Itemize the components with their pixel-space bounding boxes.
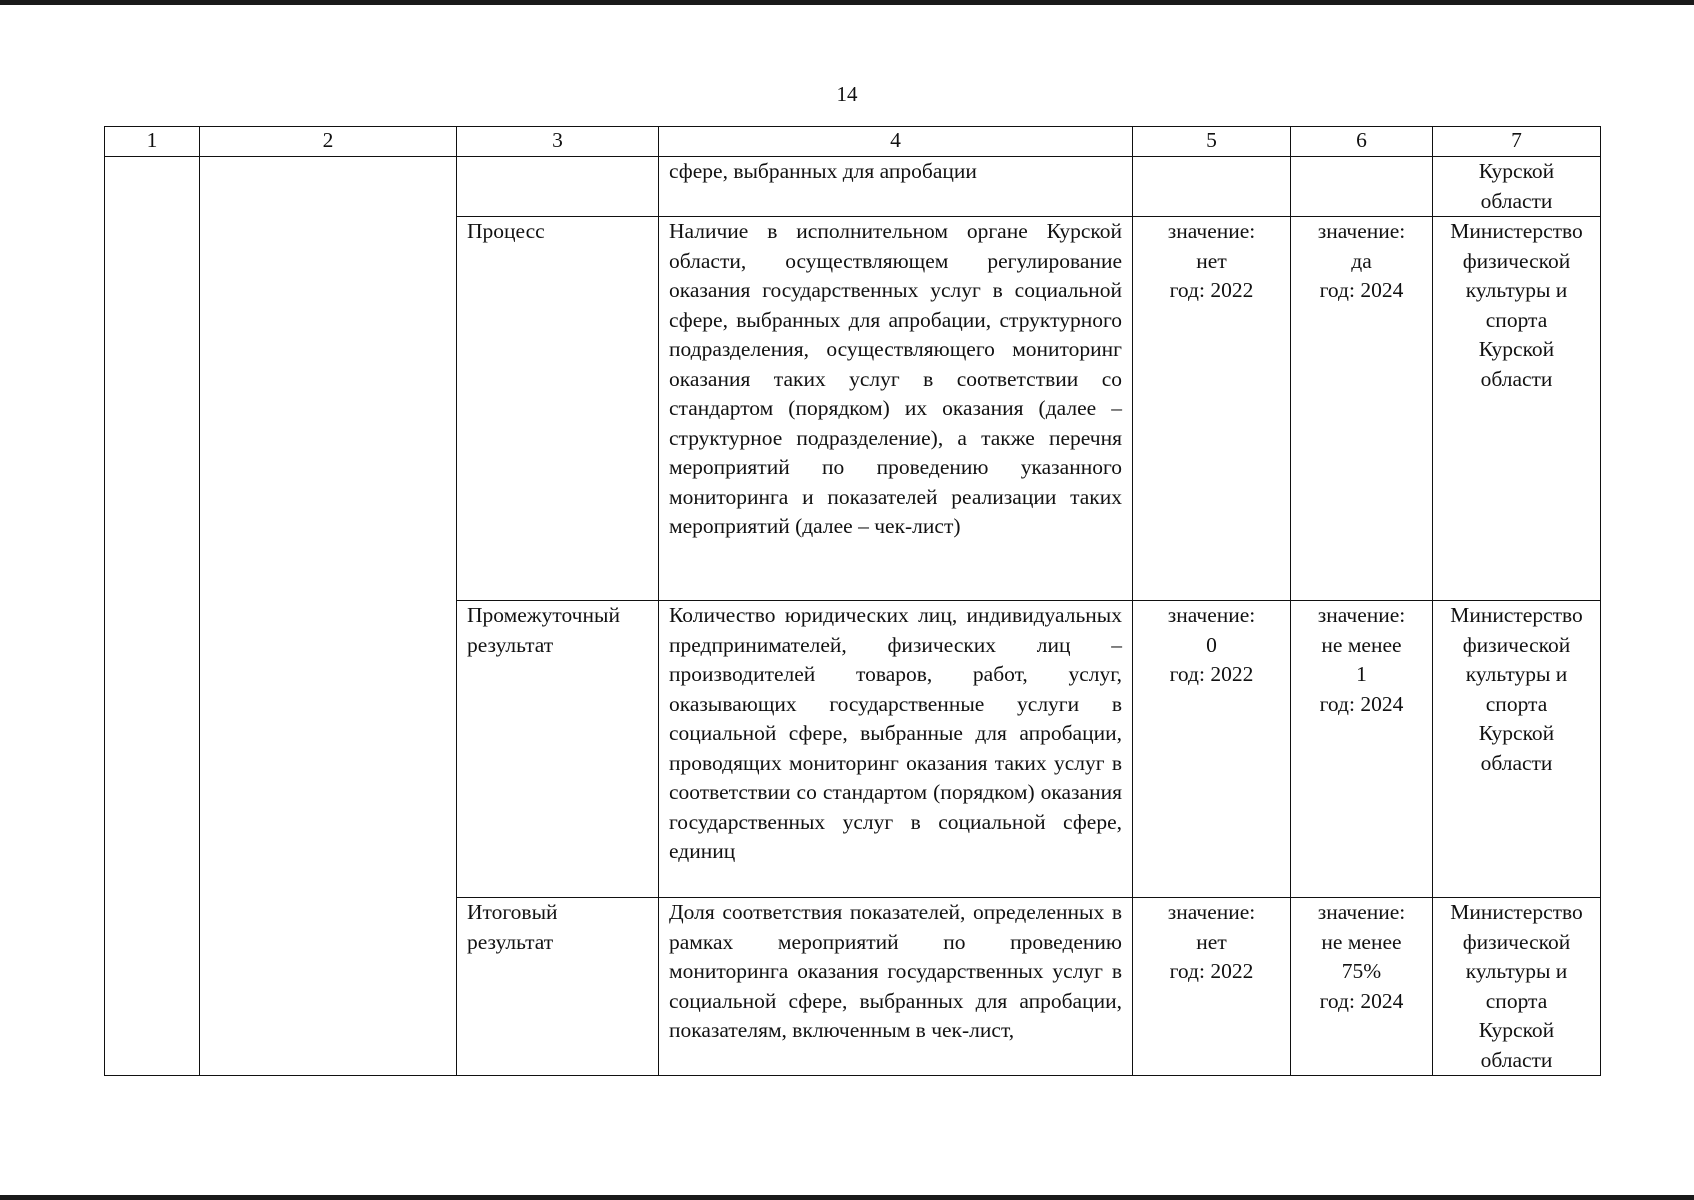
table-row	[105, 157, 1601, 217]
cell-base-value	[1133, 157, 1291, 217]
scan-top-edge	[0, 0, 1694, 5]
column-header-2: 2	[200, 127, 457, 157]
table-header-row	[105, 127, 1601, 157]
target-value-line: год: 2024	[1319, 691, 1404, 716]
cell-stage	[457, 157, 659, 217]
responsible-line: области	[1480, 188, 1553, 213]
column-header-4: 4	[659, 127, 1133, 157]
cell-indicator: Наличие в исполнительном органе Курской области, осуществляющем регулирование оказания государственных услуг в социальной сфере, выбранных для апробации, структурного подразделения, осуществляющего мониторинг оказания таких услуг в соответствии со стандартом (порядком) их оказания (далее – структурное подразделение), а также перечня мероприятий по проведению указанного мониторинга и показателей реализации таких мероприятий (далее – чек-лист)	[659, 217, 1133, 601]
column-header-1: 1	[105, 127, 200, 157]
responsible-line: культуры и	[1465, 662, 1568, 686]
responsible-line: Курской	[1478, 159, 1555, 183]
target-value-line: значение:	[1317, 219, 1406, 243]
responsible-line: Министерство	[1450, 219, 1583, 243]
stage-line: результат	[467, 929, 554, 954]
scan-bottom-edge	[0, 1195, 1694, 1200]
responsible-line: области	[1480, 1047, 1553, 1072]
target-value-line: год: 2024	[1319, 988, 1404, 1013]
target-value-line: не менее	[1321, 929, 1402, 954]
cell-indicator: Количество юридических лиц, индивидуальных предпринимателей, физических лиц – производителей товаров, работ, услуг, оказывающих государственные услуги в социальной сфере, выбранные для апробации, проводящих мониторинг оказания таких услуг в соответствии со стандартом (порядком) оказания государственных услуг в социальной сфере, единиц	[659, 601, 1133, 898]
target-value-line: 1	[1356, 662, 1367, 686]
stage-line: Итоговый	[467, 900, 558, 924]
page-number: 14	[836, 82, 858, 106]
responsible-line: культуры и	[1465, 278, 1568, 302]
cell-indicator: сфере, выбранных для апробации	[659, 157, 1133, 217]
column-header-3: 3	[457, 127, 659, 157]
cell-stage	[457, 601, 659, 898]
responsible-line: области	[1480, 366, 1553, 391]
target-value-line: 75%	[1341, 959, 1382, 983]
cell-stage: Процесс	[457, 217, 659, 601]
target-value-line: значение:	[1317, 900, 1406, 924]
cell-target-value	[1291, 898, 1433, 1076]
base-value-line: год: 2022	[1169, 959, 1254, 983]
cell-responsible	[1433, 898, 1601, 1076]
responsible-line: Курской	[1478, 721, 1555, 745]
cell-col2-empty	[200, 157, 457, 1076]
target-value-line: значение:	[1317, 603, 1406, 627]
column-header-7: 7	[1433, 127, 1601, 157]
base-value-line: год: 2022	[1169, 662, 1254, 686]
cell-base-value	[1133, 601, 1291, 898]
data-table	[104, 126, 1601, 1076]
base-value-line: значение:	[1167, 603, 1256, 627]
responsible-line: спорта	[1485, 691, 1548, 716]
cell-col1-empty	[105, 157, 200, 1076]
column-header-6: 6	[1291, 127, 1433, 157]
target-value-line: год: 2024	[1319, 278, 1404, 302]
target-value-line: не менее	[1321, 632, 1402, 657]
responsible-line: Министерство	[1450, 900, 1583, 924]
responsible-line: Министерство	[1450, 603, 1583, 627]
cell-responsible	[1433, 601, 1601, 898]
target-value-line: да	[1351, 248, 1372, 273]
cell-responsible	[1433, 217, 1601, 601]
base-value-line: 0	[1206, 632, 1217, 657]
responsible-line: спорта	[1485, 307, 1548, 332]
cell-responsible	[1433, 157, 1601, 217]
cell-base-value	[1133, 898, 1291, 1076]
responsible-line: Курской	[1478, 337, 1555, 361]
column-header-5: 5	[1133, 127, 1291, 157]
base-value-line: год: 2022	[1169, 278, 1254, 302]
responsible-line: спорта	[1485, 988, 1548, 1013]
cell-target-value	[1291, 217, 1433, 601]
cell-target-value	[1291, 157, 1433, 217]
cell-indicator: Доля соответствия показателей, определенных в рамках мероприятий по проведению мониторинга оказания государственных услуг в социальной сфере, выбранных для апробации, показателям, включенным в чек-лист,	[659, 898, 1133, 1076]
responsible-line: физической	[1462, 632, 1571, 657]
stage-line: Промежуточный	[467, 603, 620, 627]
responsible-line: физической	[1462, 929, 1571, 954]
base-value-line: значение:	[1167, 900, 1256, 924]
responsible-line: физической	[1462, 248, 1571, 273]
responsible-line: культуры и	[1465, 959, 1568, 983]
responsible-line: Курской	[1478, 1018, 1555, 1042]
responsible-line: области	[1480, 750, 1553, 775]
stage-line: результат	[467, 632, 554, 657]
cell-stage	[457, 898, 659, 1076]
cell-base-value	[1133, 217, 1291, 601]
base-value-line: нет	[1196, 929, 1227, 954]
base-value-line: нет	[1196, 248, 1227, 273]
cell-target-value	[1291, 601, 1433, 898]
base-value-line: значение:	[1167, 219, 1256, 243]
